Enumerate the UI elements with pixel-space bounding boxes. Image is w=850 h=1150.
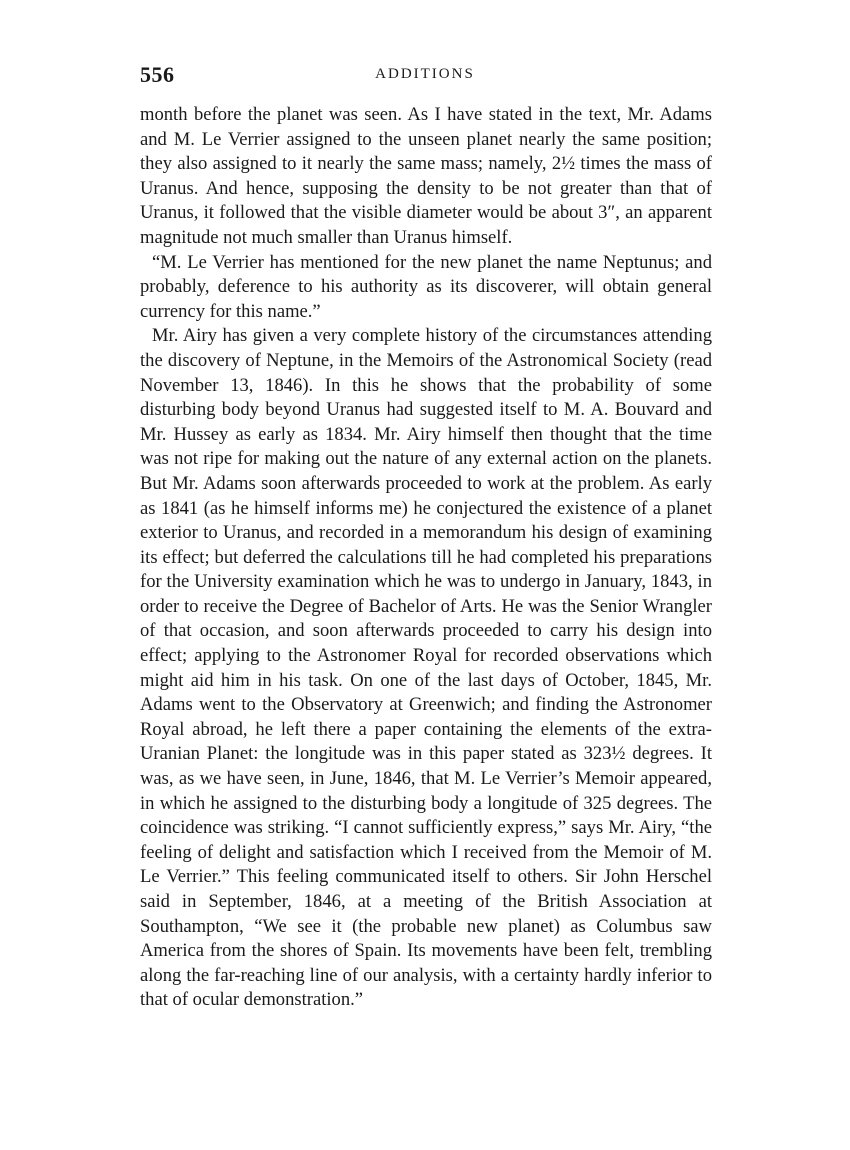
page-header (140, 62, 710, 88)
running-head: ADDITIONS (375, 66, 475, 82)
body-text (140, 103, 712, 1013)
paragraph-airy-history: Mr. Airy has given a very complete history of the circumstances attending the discovery of Neptune, in the Memoirs of the Astronomical Society (read November 13, 1846). In this he shows that the probability of some disturbing body beyond Uranus had suggested itself to M. A. Bouvard and Mr. Hussey as early as 1834. Mr. Airy himself then thought that the time was not ripe for making out the nature of any external action on the planets. But Mr. Adams soon afterwards proceeded to work at the problem. As early as 1841 (as he himself informs me) he conjectured the existence of a planet exterior to Uranus, and recorded in a memorandum his design of examining its effect; but deferred the calculations till he had completed his preparations for the University examination which he was to undergo in January, 1843, in order to receive the Degree of Bachelor of Arts. He was the Senior Wrangler of that occasion, and soon afterwards proceeded to carry his design into effect; applying to the Astronomer Royal for recorded observations which might aid him in his task. On one of the last days of October, 1845, Mr. Adams went to the Observatory at Greenwich; and finding the Astronomer Royal abroad, he left there a paper containing the elements of the extra-Uranian Planet: the longitude was in this paper stated as 323½ degrees. It was, as we have seen, in June, 1846, that M. Le Verrier’s Memoir appeared, in which he assigned to the disturbing body a longitude of 325 degrees. The coincidence was striking. “I cannot sufficiently express,” says Mr. Airy, “the feeling of delight and satisfaction which I received from the Memoir of M. Le Verrier.” This feeling communicated itself to others. Sir John Herschel said in September, 1846, at a meeting of the British Association at Southampton, “We see it (the probable new planet) as Columbus saw America from the shores of Spain. Its movements have been felt, trembling along the far-reaching line of our analysis, with a certainty hardly inferior to that of ocular demonstration.” (140, 325, 712, 1011)
page-number: 556 (140, 62, 175, 87)
paragraph-continuation: month before the planet was seen. As I have stated in the text, Mr. Adams and M. Le Verrier assigned to the unseen planet nearly the same position; they also assigned to it nearly the same mass; namely, 2½ times the mass of Uranus. And hence, supposing the density to be not greater than that of Uranus, it followed that the visible diameter would be about 3″, an apparent magnitude not much smaller than Uranus himself. (140, 104, 712, 248)
paragraph-quotation: “M. Le Verrier has mentioned for the new planet the name Neptunus; and probably, deference to his authority as its discoverer, will obtain general currency for this name.” (140, 251, 712, 322)
